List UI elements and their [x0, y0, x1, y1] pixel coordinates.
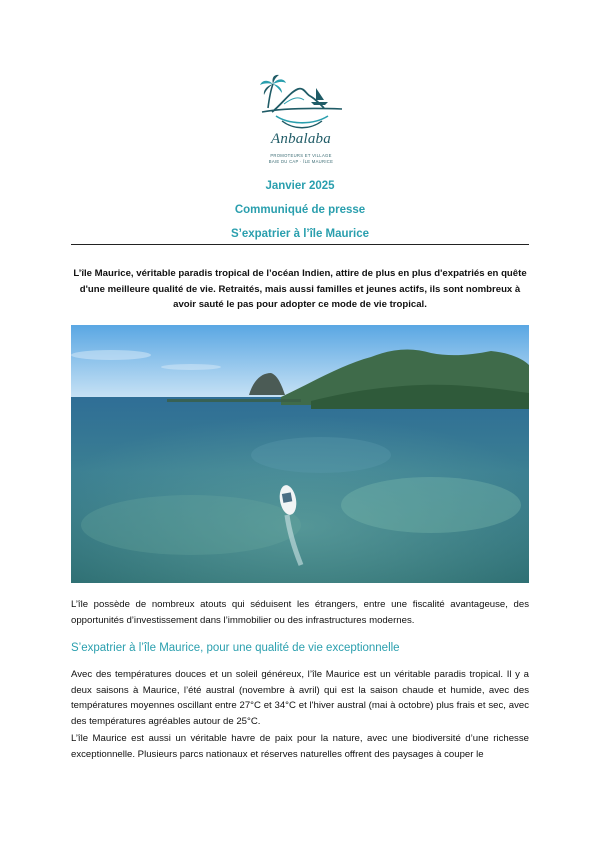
body-paragraph: Avec des températures douces et un soleil généreux, l’île Maurice est un véritable paradis tropical. Il y a deux saisons à Maurice, l’été austral (novembre à avril) qui est la saison chaude et humide, avec des températures moyennes oscillant entre 27°C et 34°C et l'hiver austral (mai à octobre) plus frais et sec, avec des températures agréables autour de 25°C. — [71, 669, 529, 727]
body-paragraph: L’île possède de nombreux atouts qui séduisent les étrangers, entre une fiscalité avantageuse, des opportunités d’investissement dans l’immobilier ou des infrastructures modernes. — [71, 599, 529, 626]
release-date: Janvier 2025 — [265, 180, 335, 192]
release-kind: Communiqué de presse — [234, 204, 366, 216]
aerial-lagoon-photo — [71, 325, 529, 583]
release-title: S’expatrier à l’île Maurice — [230, 228, 370, 240]
section-heading: S’expatrier à l’île Maurice, pour une qualité de vie exceptionnelle — [71, 642, 400, 654]
body-paragraph: L’île Maurice est aussi un véritable havre de paix pour la nature, avec une biodiversité d’une richesse exceptionnelle. Plusieurs parcs nationaux et réserves naturelles offrent des paysages à couper le — [71, 733, 529, 760]
brand-name: Anbalaba — [271, 131, 331, 147]
intro-paragraph: L’île Maurice, véritable paradis tropical de l’océan Indien, attire de plus en plus d'expatriés en quête d'une meilleure qualité de vie. Retraités, mais aussi familles et jeunes actifs, ils sont nombreux à avoir sauté le pas pour adopter ce mode de vie tropical. — [73, 268, 527, 310]
palm-mountain-icon — [254, 74, 348, 134]
brand-tagline: PROMOTEURS ET VILLAGE — [270, 153, 332, 158]
brand-location: BAIE DU CAP · ÎLE MAURICE — [268, 159, 334, 164]
title-divider — [71, 244, 529, 245]
anbalaba-logo — [254, 74, 348, 166]
